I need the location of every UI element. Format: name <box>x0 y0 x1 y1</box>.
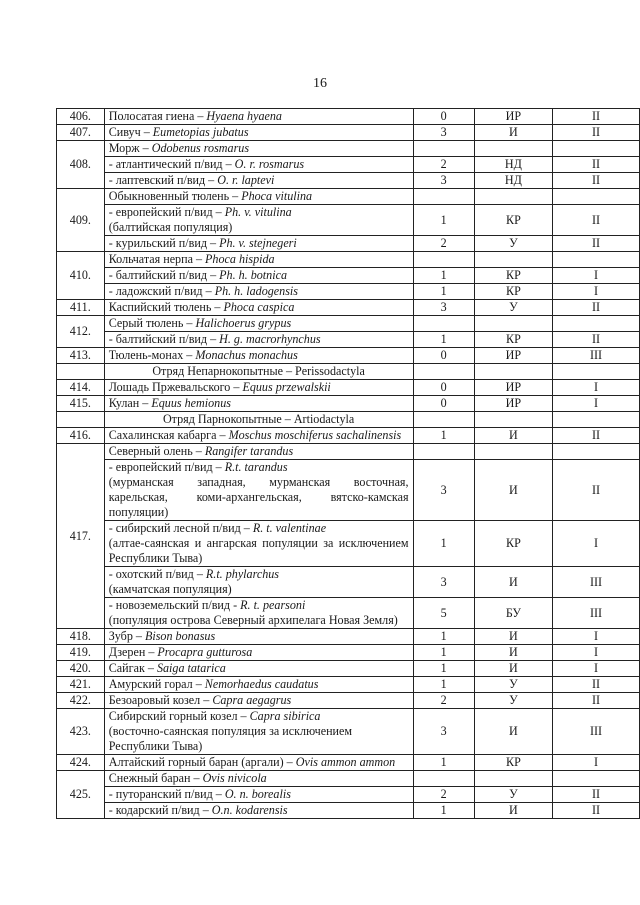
scientific-name: Ph. v. vitulina <box>224 205 292 219</box>
scientific-name: R.t. tarandus <box>224 460 288 474</box>
species-name-cell <box>104 771 413 787</box>
row-number: 407. <box>57 125 105 141</box>
status-cell: БУ <box>474 598 552 629</box>
priority-cell: I <box>553 521 640 567</box>
common-name: - новоземельский п/вид - <box>108 598 241 612</box>
category-cell: 0 <box>413 348 474 364</box>
category-cell: 0 <box>413 380 474 396</box>
species-name-cell <box>104 460 413 521</box>
species-name-cell <box>104 268 413 284</box>
scientific-name: Capra aegagrus <box>212 693 292 707</box>
subspecies-row <box>57 332 640 348</box>
status-cell: ИР <box>474 348 552 364</box>
row-number: 415. <box>57 396 105 412</box>
priority-cell: I <box>553 755 640 771</box>
priority-cell <box>553 252 640 268</box>
status-cell: КР <box>474 268 552 284</box>
scientific-name: Rangifer tarandus <box>204 444 294 458</box>
common-name: Дзерен – <box>108 645 158 659</box>
priority-cell: II <box>553 109 640 125</box>
common-name: Сахалинская кабарга – <box>108 428 229 442</box>
species-row <box>57 661 640 677</box>
common-name: - атлантический п/вид – <box>108 157 235 171</box>
category-cell: 1 <box>413 803 474 819</box>
species-name-cell <box>104 252 413 268</box>
category-cell: 0 <box>413 396 474 412</box>
population-note: (балтийская популяция) <box>108 220 233 234</box>
species-row <box>57 300 640 316</box>
status-cell: КР <box>474 332 552 348</box>
scientific-name: O.n. kodarensis <box>211 803 288 817</box>
common-name: Северный олень – <box>108 444 205 458</box>
category-cell <box>413 141 474 157</box>
status-cell: У <box>474 236 552 252</box>
row-number: 417. <box>57 444 105 629</box>
priority-cell <box>553 316 640 332</box>
species-row <box>57 125 640 141</box>
priority-cell: I <box>553 661 640 677</box>
species-row <box>57 252 640 268</box>
common-name: - курильский п/вид – <box>108 236 220 250</box>
priority-cell: III <box>553 348 640 364</box>
common-name: - европейский п/вид – <box>108 460 225 474</box>
species-name-cell <box>104 284 413 300</box>
scientific-name: Capra sibirica <box>249 709 321 723</box>
priority-cell: III <box>553 567 640 598</box>
common-name: Каспийский тюлень – <box>108 300 224 314</box>
status-cell: И <box>474 567 552 598</box>
order-heading <box>104 364 413 380</box>
category-cell: 3 <box>413 460 474 521</box>
subspecies-row <box>57 567 640 598</box>
priority-cell: II <box>553 157 640 173</box>
species-name-cell <box>104 316 413 332</box>
population-note: (камчатская популяция) <box>108 582 232 596</box>
status-cell: У <box>474 693 552 709</box>
common-name: - ладожский п/вид – <box>108 284 215 298</box>
row-number: 422. <box>57 693 105 709</box>
row-number: 425. <box>57 771 105 819</box>
population-note: (алтае-саянская и ангарская популяции за исключением Республики Тыва) <box>108 536 409 565</box>
status-cell-empty <box>474 412 552 428</box>
common-name: - сибирский лесной п/вид – <box>108 521 253 535</box>
species-row <box>57 444 640 460</box>
subspecies-row <box>57 598 640 629</box>
scientific-name: Ovis nivicola <box>202 771 267 785</box>
species-name-cell <box>104 521 413 567</box>
species-name-cell <box>104 645 413 661</box>
species-row <box>57 189 640 205</box>
status-cell: НД <box>474 157 552 173</box>
category-cell: 3 <box>413 567 474 598</box>
species-name-cell <box>104 396 413 412</box>
scientific-name: R. t. valentinae <box>252 521 327 535</box>
scientific-name: Eumetopias jubatus <box>152 125 249 139</box>
species-name-cell <box>104 380 413 396</box>
category-cell: 3 <box>413 300 474 316</box>
status-cell: И <box>474 460 552 521</box>
priority-cell: II <box>553 787 640 803</box>
category-cell: 1 <box>413 645 474 661</box>
row-number: 410. <box>57 252 105 300</box>
species-row <box>57 771 640 787</box>
status-cell: ИР <box>474 109 552 125</box>
species-row <box>57 316 640 332</box>
scientific-name: Phoca hispida <box>205 252 275 266</box>
priority-cell <box>553 444 640 460</box>
category-cell: 1 <box>413 428 474 444</box>
common-name: Кольчатая нерпа – <box>108 252 206 266</box>
status-cell <box>474 444 552 460</box>
category-cell: 2 <box>413 157 474 173</box>
species-name-cell <box>104 109 413 125</box>
priority-cell: II <box>553 332 640 348</box>
scientific-name: R. t. pearsoni <box>240 598 306 612</box>
category-cell: 0 <box>413 109 474 125</box>
priority-cell: II <box>553 300 640 316</box>
cat-cell-empty <box>413 412 474 428</box>
subspecies-row <box>57 787 640 803</box>
scientific-name: Hyaena hyaena <box>206 109 282 123</box>
category-cell: 5 <box>413 598 474 629</box>
status-cell: ИР <box>474 396 552 412</box>
category-cell: 3 <box>413 709 474 755</box>
common-name: Тюлень-монах – <box>108 348 196 362</box>
category-cell: 2 <box>413 787 474 803</box>
priority-cell: II <box>553 428 640 444</box>
row-number: 411. <box>57 300 105 316</box>
scientific-name: Ph. v. stejnegeri <box>219 236 297 250</box>
subspecies-row <box>57 157 640 173</box>
common-name: - балтийский п/вид – <box>108 332 220 346</box>
subspecies-row <box>57 803 640 819</box>
order-row <box>57 364 640 380</box>
category-cell: 1 <box>413 629 474 645</box>
scientific-name: Nemorhaedus caudatus <box>204 677 319 691</box>
scientific-name: Halichoerus grypus <box>195 316 292 330</box>
common-name: - путоранский п/вид – <box>108 787 225 801</box>
population-note: (мурманская западная, мурманская восточная, карельская, коми-архангельская, вятско-камская популяции) <box>108 475 409 519</box>
common-name: Зубр – <box>108 629 145 643</box>
status-cell: И <box>474 645 552 661</box>
row-number: 424. <box>57 755 105 771</box>
priority-cell: III <box>553 598 640 629</box>
status-cell: И <box>474 661 552 677</box>
species-name-cell <box>104 173 413 189</box>
status-cell: ИР <box>474 380 552 396</box>
priority-cell: II <box>553 803 640 819</box>
common-name: Сивуч – <box>108 125 153 139</box>
row-number: 408. <box>57 141 105 189</box>
subspecies-row <box>57 521 640 567</box>
common-name: - балтийский п/вид – <box>108 268 220 282</box>
common-name: - кодарский п/вид – <box>108 803 212 817</box>
row-number: 419. <box>57 645 105 661</box>
subspecies-row <box>57 460 640 521</box>
row-number: 421. <box>57 677 105 693</box>
prio-cell-empty <box>553 364 640 380</box>
common-name: Безоаровый козел – <box>108 693 213 707</box>
species-name-cell <box>104 236 413 252</box>
page-number: 16 <box>313 76 327 91</box>
row-number: 414. <box>57 380 105 396</box>
status-cell <box>474 771 552 787</box>
status-cell <box>474 252 552 268</box>
priority-cell: II <box>553 236 640 252</box>
species-row <box>57 428 640 444</box>
status-cell <box>474 316 552 332</box>
status-cell: У <box>474 787 552 803</box>
species-name-cell <box>104 677 413 693</box>
priority-cell: II <box>553 677 640 693</box>
category-cell: 3 <box>413 125 474 141</box>
priority-cell <box>553 771 640 787</box>
row-number: 406. <box>57 109 105 125</box>
scientific-name: O. n. borealis <box>224 787 291 801</box>
status-cell <box>474 141 552 157</box>
scientific-name: Ovis ammon ammon <box>295 755 396 769</box>
species-name-cell <box>104 125 413 141</box>
priority-cell: I <box>553 284 640 300</box>
species-name-cell <box>104 803 413 819</box>
priority-cell: II <box>553 205 640 236</box>
row-number: 409. <box>57 189 105 252</box>
category-cell: 1 <box>413 205 474 236</box>
category-cell <box>413 252 474 268</box>
species-name-cell <box>104 787 413 803</box>
subspecies-row <box>57 173 640 189</box>
priority-cell <box>553 189 640 205</box>
status-cell: У <box>474 300 552 316</box>
scientific-name: H. g. macrorhynchus <box>219 332 321 346</box>
species-name-cell <box>104 348 413 364</box>
category-cell: 1 <box>413 268 474 284</box>
scientific-name: Ph. h. botnica <box>219 268 287 282</box>
priority-cell: I <box>553 380 640 396</box>
species-row <box>57 709 640 755</box>
species-row <box>57 109 640 125</box>
species-name-cell <box>104 205 413 236</box>
status-cell: И <box>474 629 552 645</box>
common-name: Сайгак – <box>108 661 157 675</box>
status-cell: КР <box>474 205 552 236</box>
common-name: Полосатая гиена – <box>108 109 207 123</box>
category-cell <box>413 189 474 205</box>
category-cell: 2 <box>413 693 474 709</box>
scientific-name: Odobenus rosmarus <box>151 141 250 155</box>
scientific-name: Equus przewalskii <box>242 380 331 394</box>
row-number: 413. <box>57 348 105 364</box>
species-row <box>57 645 640 661</box>
species-row <box>57 677 640 693</box>
row-number: 420. <box>57 661 105 677</box>
status-cell: И <box>474 803 552 819</box>
species-table-body <box>57 109 640 819</box>
row-number: 418. <box>57 629 105 645</box>
category-cell: 1 <box>413 332 474 348</box>
scientific-name: Saiga tatarica <box>156 661 226 675</box>
common-name: Снежный баран – <box>108 771 203 785</box>
population-note: (популяция острова Северный архипелага Новая Земля) <box>108 613 398 627</box>
status-cell: КР <box>474 521 552 567</box>
common-name: Амурский горал – <box>108 677 205 691</box>
category-cell: 1 <box>413 661 474 677</box>
scientific-name: Ph. h. ladogensis <box>214 284 298 298</box>
common-name: - лаптевский п/вид – <box>108 173 218 187</box>
population-note: (восточно-саянская популяция за исключением Республики Тыва) <box>108 724 353 753</box>
row-number: 423. <box>57 709 105 755</box>
common-name: Морж – <box>108 141 152 155</box>
priority-cell: II <box>553 693 640 709</box>
priority-cell <box>553 141 640 157</box>
priority-cell: II <box>553 125 640 141</box>
species-name-cell <box>104 300 413 316</box>
species-name-cell <box>104 157 413 173</box>
status-cell: И <box>474 709 552 755</box>
species-name-cell <box>104 661 413 677</box>
common-name: Серый тюлень – <box>108 316 196 330</box>
species-table <box>56 108 640 819</box>
scientific-name: Phoca caspica <box>223 300 295 314</box>
species-row <box>57 348 640 364</box>
scientific-name: R.t. phylarchus <box>205 567 280 581</box>
order-row <box>57 412 640 428</box>
species-name-cell <box>104 755 413 771</box>
common-name: Лошадь Пржевальского – <box>108 380 243 394</box>
category-cell <box>413 316 474 332</box>
category-cell: 3 <box>413 173 474 189</box>
category-cell: 1 <box>413 677 474 693</box>
row-number: 412. <box>57 316 105 348</box>
species-row <box>57 629 640 645</box>
status-cell: КР <box>474 284 552 300</box>
common-name: - охотский п/вид – <box>108 567 206 581</box>
species-name-cell <box>104 567 413 598</box>
status-cell-empty <box>474 364 552 380</box>
category-cell: 1 <box>413 521 474 567</box>
scientific-name: Bison bonasus <box>144 629 216 643</box>
species-row <box>57 396 640 412</box>
scientific-name: Monachus monachus <box>195 348 298 362</box>
row-number-cell-empty <box>57 364 105 380</box>
common-name: Сибирский горный козел – <box>108 709 250 723</box>
order-heading-text: Отряд Непарнокопытные – Perissodactyla <box>152 364 365 378</box>
subspecies-row <box>57 205 640 236</box>
priority-cell: I <box>553 268 640 284</box>
status-cell: У <box>474 677 552 693</box>
species-name-cell <box>104 693 413 709</box>
priority-cell: III <box>553 709 640 755</box>
status-cell <box>474 189 552 205</box>
prio-cell-empty <box>553 412 640 428</box>
scientific-name: O. r. laptevi <box>217 173 275 187</box>
status-cell: НД <box>474 173 552 189</box>
row-number-cell-empty <box>57 412 105 428</box>
common-name: Кулан – <box>108 396 152 410</box>
priority-cell: I <box>553 645 640 661</box>
species-name-cell <box>104 444 413 460</box>
species-name-cell <box>104 141 413 157</box>
status-cell: И <box>474 125 552 141</box>
subspecies-row <box>57 268 640 284</box>
status-cell: И <box>474 428 552 444</box>
priority-cell: I <box>553 396 640 412</box>
priority-cell: II <box>553 460 640 521</box>
subspecies-row <box>57 236 640 252</box>
common-name: Алтайский горный баран (аргали) – <box>108 755 296 769</box>
species-name-cell <box>104 189 413 205</box>
order-heading <box>104 412 413 428</box>
category-cell <box>413 771 474 787</box>
species-name-cell <box>104 709 413 755</box>
species-name-cell <box>104 629 413 645</box>
category-cell: 1 <box>413 284 474 300</box>
subspecies-row <box>57 284 640 300</box>
category-cell: 1 <box>413 755 474 771</box>
scientific-name: Equus hemionus <box>151 396 231 410</box>
category-cell <box>413 444 474 460</box>
common-name: - европейский п/вид – <box>108 205 225 219</box>
category-cell: 2 <box>413 236 474 252</box>
row-number: 416. <box>57 428 105 444</box>
species-name-cell <box>104 428 413 444</box>
scientific-name: O. r. rosmarus <box>234 157 305 171</box>
order-heading-text: Отряд Парнокопытные – Artiodactyla <box>162 412 355 426</box>
scientific-name: Phoca vitulina <box>241 189 313 203</box>
species-name-cell <box>104 332 413 348</box>
species-row <box>57 141 640 157</box>
priority-cell: I <box>553 629 640 645</box>
species-row <box>57 693 640 709</box>
cat-cell-empty <box>413 364 474 380</box>
common-name: Обыкновенный тюлень – <box>108 189 242 203</box>
scientific-name: Procapra gutturosa <box>157 645 253 659</box>
species-name-cell <box>104 598 413 629</box>
species-row <box>57 380 640 396</box>
priority-cell: II <box>553 173 640 189</box>
scientific-name: Moschus moschiferus sachalinensis <box>228 428 402 442</box>
status-cell: КР <box>474 755 552 771</box>
species-row <box>57 755 640 771</box>
